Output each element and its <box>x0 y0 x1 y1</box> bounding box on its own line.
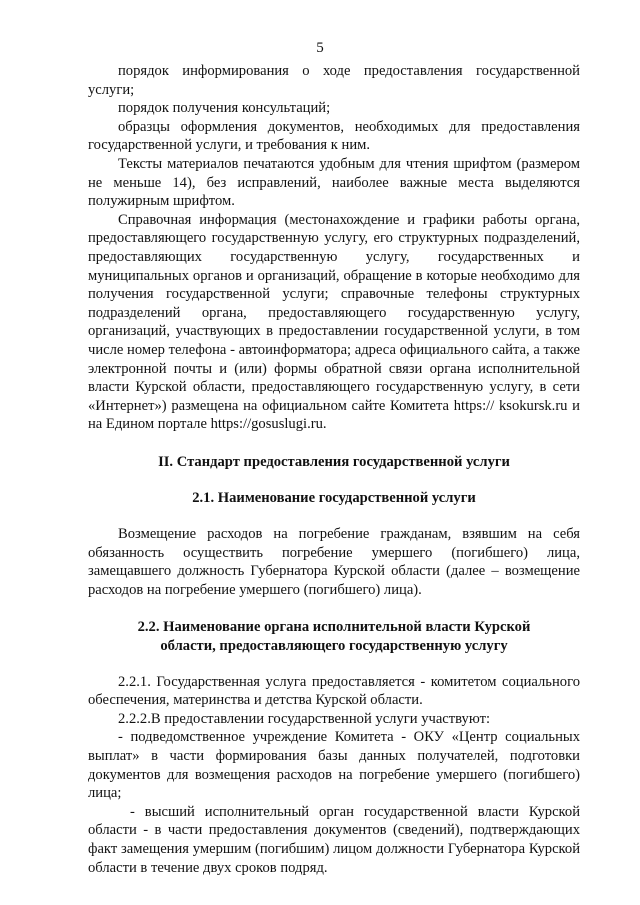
paragraph-2-2-1: 2.2.1. Государственная услуга предоставляется - комитетом социального обеспечения, материнства и детства Курской области. <box>88 673 580 709</box>
paragraph-service-name: Возмещение расходов на погребение гражданам, взявшим на себя обязанность осуществить погребение умершего (погибшего) лица, замещавшего должность Губернатора Курской области (далее – возмещение расходов на погребение умершего (погибшего) лица). <box>88 526 580 598</box>
paragraph-info-progress: порядок информирования о ходе предоставления государственной услуги; <box>88 63 580 98</box>
paragraph-participant-executive: - высший исполнительный орган государственной власти Курской области - в части предоставления документов (сведений), подтверждающих факт замещения умершим (погибшим) лицом должности Губернатора Курской области в течение двух сроков подряд. <box>88 803 580 876</box>
subsection-title-2-1: 2.1. Наименование государственной услуги <box>192 490 476 507</box>
document-body <box>88 62 580 877</box>
paragraph-consultations: порядок получения консультаций; <box>118 100 331 117</box>
subsection-title-2-2 <box>88 618 580 655</box>
subsection-title-2-2-line-1: 2.2. Наименование органа исполнительной власти Курской <box>137 619 531 636</box>
section-title: II. Стандарт предоставления государственной услуги <box>158 453 510 470</box>
paragraph-document-samples: образцы оформления документов, необходимых для предоставления государственной услуги, и требования к ним. <box>88 118 580 154</box>
page-number: 5 <box>316 40 324 56</box>
paragraph-participant-oku: - подведомственное учреждение Комитета - ОКУ «Центр социальных выплат» в части формирования базы данных получателей, подготовки документов для возмещения расходов на погребение умершего (погибшего) лица; <box>88 729 580 802</box>
paragraph-font-requirements: Тексты материалов печатаются удобным для чтения шрифтом (размером не меньше 14), без исправлений, наиболее важные места выделяются полужирным шрифтом. <box>88 155 580 210</box>
subsection-title-2-2-line-2: области, предоставляющего государственную услугу <box>160 638 508 655</box>
paragraph-reference-info: Справочная информация (местонахождение и графики работы органа, предоставляющего государственную услугу, его структурных подразделений, предоставляющих государственную услугу, государственных и муниципальных органов и организаций, обращение в которые необходимо для получения государственной услуги; справочные телефоны структурных подразделений органа, предоставляющего государственную услугу, организаций, участвующих в предоставлении государственной услуги, в том числе номер телефона - автоинформатора; адреса официального сайта, а также электронной почты и (или) формы обратной связи органа исполнительной власти Курской области, предоставляющего государственную услугу, в сети «Интернет») размещена на официальном сайте Комитета https:// ksokursk.ru и на Едином портале https://gosuslugi.ru. <box>88 211 580 433</box>
paragraph-2-2-2: 2.2.2.В предоставлении государственной услуги участвуют: <box>118 710 490 727</box>
